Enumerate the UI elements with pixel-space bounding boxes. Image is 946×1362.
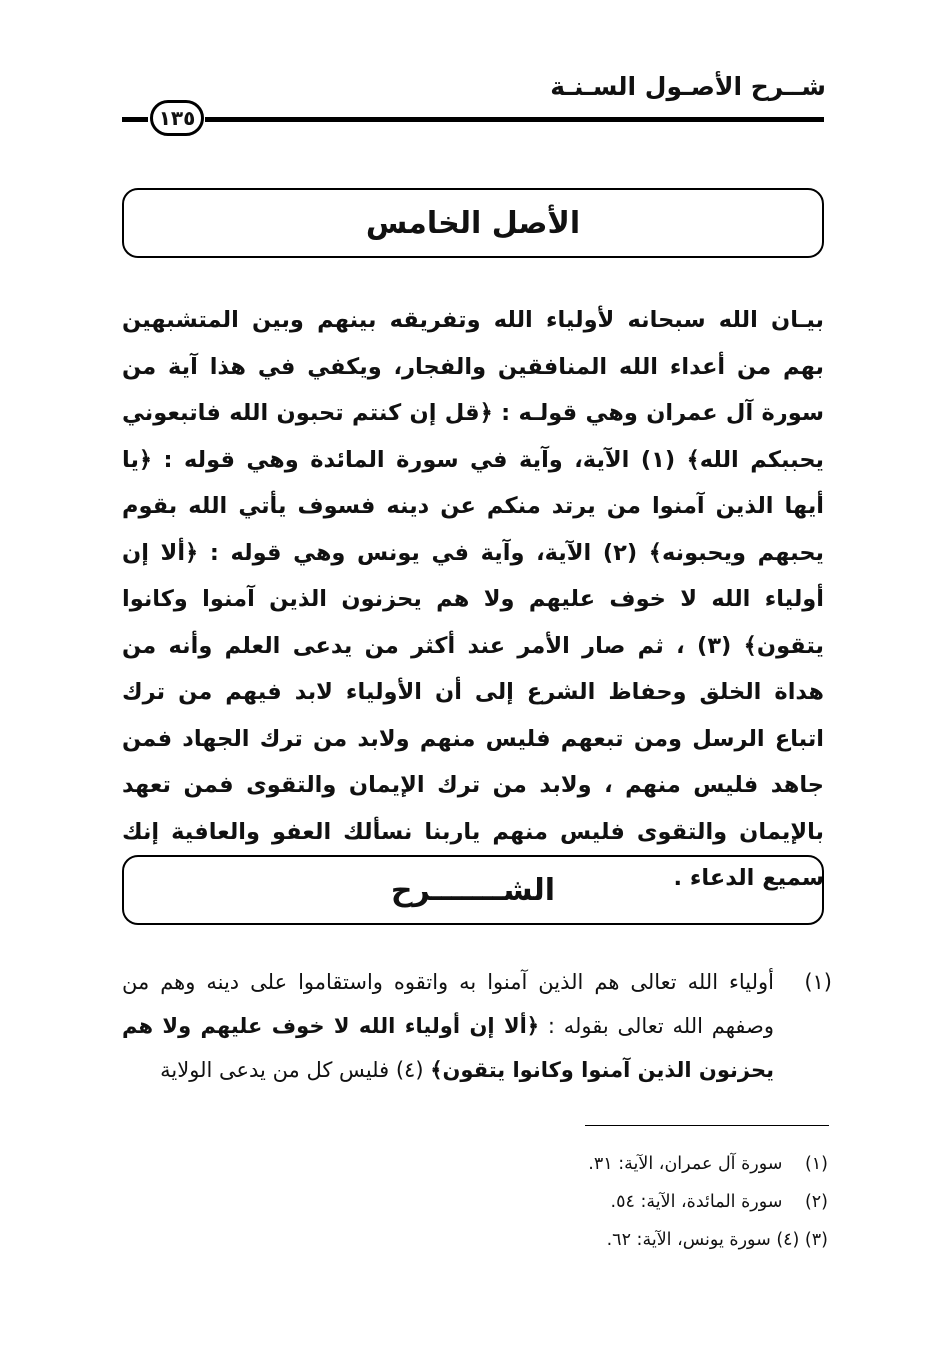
- commentary-quran-quote: ﴿ألا إن أولياء الله لا خوف عليهم ولا هم يحزنون الذين آمنوا وكانوا يتقون﴾: [122, 1014, 774, 1082]
- footnote-number: (١): [804, 1154, 828, 1174]
- page-number: ١٣٥: [150, 100, 204, 136]
- footnote: [588, 1221, 828, 1259]
- commentary-text-part: (٤) فليس كل من يدعى الولاية: [160, 1058, 431, 1082]
- commentary-number: (١): [804, 970, 832, 994]
- footnote-text: سورة المائدة، الآية: ٥٤.: [610, 1192, 783, 1212]
- footnote: [588, 1145, 828, 1183]
- footnote: [588, 1183, 828, 1221]
- commentary-title-box: [122, 855, 824, 925]
- commentary-text: [122, 960, 774, 1092]
- footnote-number: (٣) (٤): [776, 1230, 828, 1250]
- footnote-divider: [585, 1125, 829, 1126]
- section-title-box: [122, 188, 824, 258]
- header-rule-end: [122, 117, 148, 122]
- footnotes: [588, 1145, 828, 1259]
- footnote-text: سورة آل عمران، الآية: ٣١.: [588, 1154, 783, 1174]
- header-rule: [205, 117, 824, 122]
- commentary-title: الشـــــــرح: [390, 872, 556, 908]
- section-title: الأصل الخامس: [365, 205, 581, 241]
- main-paragraph: بيـان الله سبحانه لأولياء الله وتفريقه بينهم وبين المتشبهين بهم من أعداء الله المنافقين والفجار، ويكفي في هذا آية من سورة آل عمران وهي قولـه : ﴿قل إن كنتم تحبون الله فاتبعوني يحببكم الله﴾ (١) الآية، وآية في سورة المائدة وهي قوله : ﴿يا أيها الذين آمنوا من يرتد منكم عن دينه فسوف يأتي الله بقوم يحبهم ويحبونه﴾ (٢) الآية، وآية في يونس وهي قوله : ﴿ألا إن أولياء الله لا خوف عليهم ولا هم يحزنون الذين آمنوا وكانوا يتقون﴾ (٣) ، ثم صار الأمر عند أكثر من يدعى العلم وأنه من هداة الخلق وحفاظ الشرع إلى أن الأولياء لابد فيهم من ترك اتباع الرسل ومن تبعهم فليس منهم ولابد من ترك الجهاد فمن جاهد فليس منهم ، ولابد من ترك الإيمان والتقوى فمن تعهد بالإيمان والتقوى فليس منهم ياربنا نسألك العفو والعافية إنك سميع الدعاء .: [122, 307, 825, 891]
- footnote-number: (٢): [804, 1192, 828, 1212]
- running-title: شــرح الأصـول السـنـة: [550, 72, 826, 101]
- commentary-note: [122, 960, 832, 1092]
- footnote-text: سورة يونس، الآية: ٦٢.: [606, 1230, 771, 1250]
- commentary-text-part: أولياء الله تعالى هم الذين آمنوا به واتقوه واستقاموا على دينه وهم من وصفهم الله تعالى بقوله :: [122, 970, 775, 1038]
